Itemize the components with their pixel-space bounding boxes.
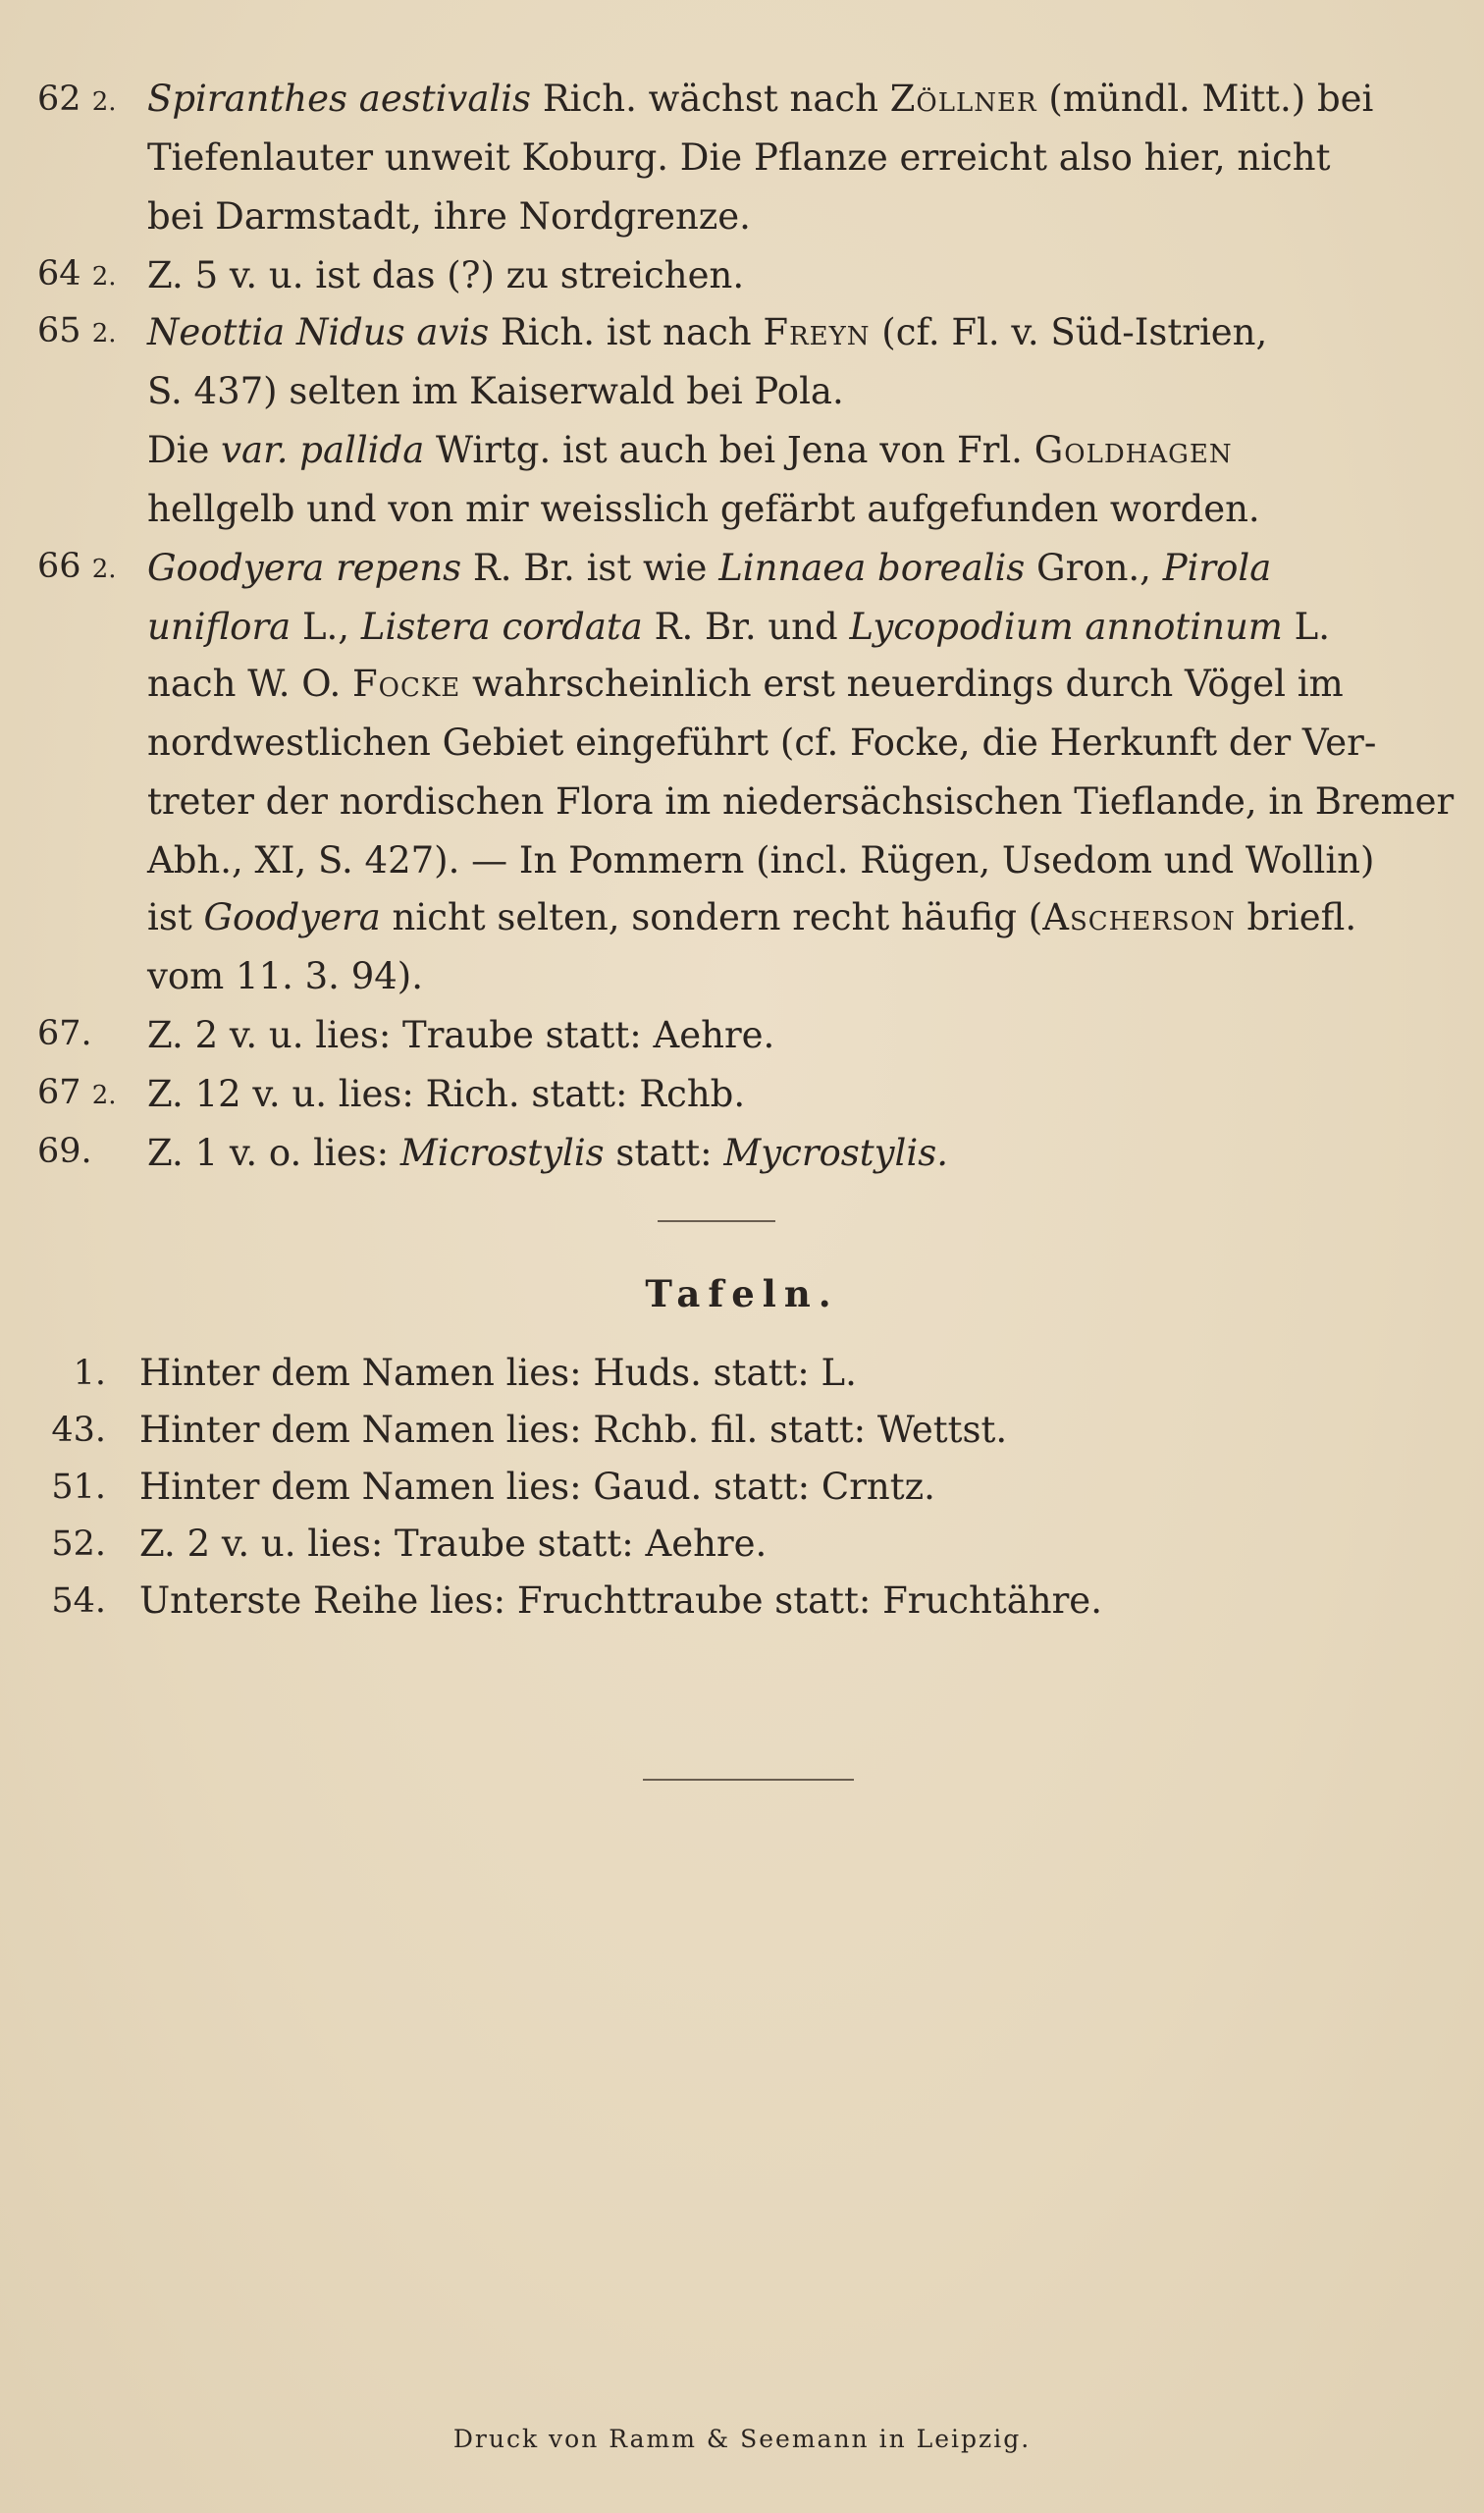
italic-taxon: Pirola — [1162, 547, 1272, 589]
erratum-line — [147, 1007, 1423, 1064]
italic-taxon: Spiranthes aestivalis — [147, 78, 532, 120]
plate-correction: Hinter dem Namen lies: Huds. statt: L. — [139, 1352, 857, 1394]
erratum-line — [147, 130, 1423, 187]
page-number: 69. — [37, 1132, 92, 1171]
text-segment: R. Br. und — [642, 606, 850, 648]
author-name: Zöllner — [889, 78, 1037, 120]
text-segment: briefl. — [1235, 896, 1357, 938]
text-segment: hellgelb und von mir weisslich gefärbt aufgefunden worden. — [147, 488, 1260, 530]
page-number: 65 — [37, 311, 81, 350]
erratum-line — [147, 71, 1423, 128]
text-segment: Die — [147, 429, 222, 471]
plate-number: 1. — [73, 1354, 106, 1393]
text-segment: Wirtg. ist auch bei Jena von Frl. — [424, 429, 1034, 471]
erratum-line — [147, 304, 1423, 361]
italic-taxon: Listera cordata — [360, 606, 643, 648]
text-segment: Z. 2 v. u. lies: Traube statt: Aehre. — [147, 1014, 775, 1056]
text-segment: Abh., XI, S. 427). — In Pommern (incl. Rügen, Usedom und Wollin) — [147, 839, 1375, 882]
line-reference: 2. — [91, 319, 117, 348]
plate-correction: Unterste Reihe lies: Fruchttraube statt: Fruchtähre. — [139, 1579, 1102, 1622]
erratum-line — [147, 889, 1423, 946]
line-reference: 2. — [91, 1081, 117, 1110]
erratum-line — [147, 422, 1423, 479]
line-reference: 2. — [91, 87, 117, 117]
text-segment: statt: — [604, 1132, 724, 1174]
page-number: 64 — [37, 254, 81, 294]
text-segment: ist — [147, 896, 204, 938]
entry-page-number — [37, 1064, 145, 1121]
tafeln-heading: Tafeln. — [645, 1272, 839, 1315]
erratum-line — [147, 540, 1423, 597]
text-segment: vom 11. 3. 94). — [147, 955, 423, 997]
page-number: 67 — [37, 1073, 81, 1112]
author-name: Freyn — [763, 311, 871, 353]
text-segment: nach W. O. — [147, 663, 352, 705]
printer-imprint: Druck von Ramm & Seemann in Leipzig. — [452, 2425, 1032, 2453]
italic-taxon: Mycrostylis. — [723, 1132, 948, 1174]
italic-taxon: uniflora — [147, 606, 292, 648]
page-number: 67. — [37, 1014, 92, 1053]
divider-top — [658, 1220, 775, 1222]
plate-number: 54. — [51, 1581, 106, 1621]
text-segment: L., — [291, 606, 361, 648]
italic-taxon: Goodyera repens — [147, 547, 462, 589]
erratum-line — [147, 832, 1423, 889]
text-segment: L. — [1282, 606, 1330, 648]
text-segment: wahrscheinlich erst neuerdings durch Vögel im — [460, 663, 1344, 705]
entry-page-number — [37, 1123, 145, 1180]
page-number: 62 — [37, 80, 81, 119]
text-segment: nordwestlichen Gebiet eingeführt (cf. Focke, die Herkunft der Ver- — [147, 722, 1377, 764]
italic-taxon: var. pallida — [221, 429, 425, 471]
entry-page-number — [37, 538, 145, 595]
plate-correction: Z. 2 v. u. lies: Traube statt: Aehre. — [139, 1523, 768, 1565]
plate-correction: Hinter dem Namen lies: Gaud. statt: Crntz. — [139, 1466, 935, 1508]
erratum-line — [147, 656, 1423, 713]
erratum-line — [147, 1066, 1423, 1123]
author-name: Focke — [351, 663, 461, 705]
plate-correction: Hinter dem Namen lies: Rchb. fil. statt: Wettst. — [139, 1409, 1008, 1451]
italic-taxon: Linnaea borealis — [718, 547, 1026, 589]
plate-number: 51. — [51, 1468, 106, 1507]
erratum-line — [147, 599, 1423, 656]
plate-number: 52. — [51, 1524, 106, 1564]
text-segment: Z. 1 v. o. lies: — [147, 1132, 400, 1174]
entry-page-number — [37, 302, 145, 359]
italic-taxon: Lycopodium annotinum — [849, 606, 1283, 648]
author-name: Goldhagen — [1034, 429, 1233, 471]
text-segment: Tiefenlauter unweit Koburg. Die Pflanze erreicht also hier, nicht — [147, 136, 1331, 179]
erratum-line — [147, 1125, 1423, 1182]
text-segment: Rich. ist nach — [489, 311, 764, 353]
text-segment: Z. 12 v. u. lies: Rich. statt: Rchb. — [147, 1073, 746, 1115]
text-segment: treter der nordischen Flora im niedersächsischen Tieflande, in Bremer — [147, 780, 1455, 823]
plate-number: 43. — [51, 1411, 106, 1450]
entry-page-number — [37, 1005, 145, 1062]
text-segment: bei Darmstadt, ihre Nordgrenze. — [147, 195, 751, 238]
erratum-line — [147, 715, 1423, 772]
text-segment: S. 437) selten im Kaiserwald bei Pola. — [147, 370, 844, 412]
erratum-line — [147, 948, 1423, 1005]
text-segment: R. Br. ist wie — [461, 547, 719, 589]
erratum-line — [147, 363, 1423, 420]
page-number: 66 — [37, 547, 81, 586]
erratum-line — [147, 774, 1455, 830]
text-segment: Z. 5 v. u. ist das (?) zu streichen. — [147, 254, 745, 296]
line-reference: 2. — [91, 262, 117, 292]
italic-taxon: Microstylis — [399, 1132, 605, 1174]
text-segment: Gron., — [1025, 547, 1163, 589]
line-reference: 2. — [91, 555, 117, 584]
text-segment: nicht selten, sondern recht häufig ( — [380, 896, 1043, 938]
italic-taxon: Goodyera — [203, 896, 381, 938]
entry-page-number — [37, 245, 145, 302]
text-segment: Rich. wächst nach — [531, 78, 890, 120]
erratum-line — [147, 481, 1423, 538]
divider-bottom — [643, 1779, 854, 1781]
erratum-line — [147, 247, 1423, 304]
text-segment: (mündl. Mitt.) bei — [1036, 78, 1374, 120]
erratum-line — [147, 188, 1423, 245]
italic-taxon: Neottia Nidus avis — [147, 311, 490, 353]
author-name: Ascherson — [1042, 896, 1236, 938]
entry-page-number — [37, 71, 145, 128]
text-segment: (cf. Fl. v. Süd-Istrien, — [870, 311, 1268, 353]
